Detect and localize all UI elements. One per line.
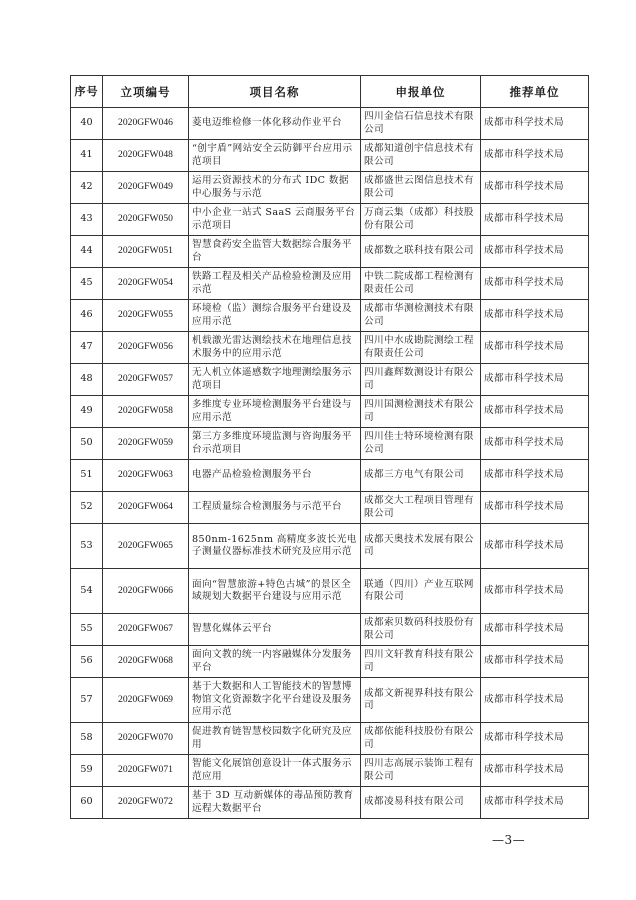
table-row	[71, 646, 589, 678]
row-recommender: 成都市科学技术局	[481, 723, 589, 755]
row-recommender: 成都市科学技术局	[481, 140, 589, 172]
table-row	[71, 108, 589, 140]
row-project-name: 铁路工程及相关产品检验检测及应用示范	[189, 268, 361, 300]
row-seq: 46	[71, 300, 103, 332]
row-code: 2020GFW050	[103, 204, 189, 236]
row-code: 2020GFW063	[103, 460, 189, 492]
row-applicant-unit: 四川佳士特环境检测有限公司	[361, 428, 481, 460]
row-recommender: 成都市科学技术局	[481, 755, 589, 787]
row-recommender: 成都市科学技术局	[481, 204, 589, 236]
row-code: 2020GFW070	[103, 723, 189, 755]
row-code: 2020GFW057	[103, 364, 189, 396]
row-seq: 50	[71, 428, 103, 460]
row-seq: 45	[71, 268, 103, 300]
row-recommender: 成都市科学技术局	[481, 172, 589, 204]
row-applicant-unit: 成都索贝数码科技股份有限公司	[361, 614, 481, 646]
row-seq: 53	[71, 524, 103, 569]
table-row	[71, 396, 589, 428]
row-seq: 58	[71, 723, 103, 755]
row-code: 2020GFW054	[103, 268, 189, 300]
table-row	[71, 460, 589, 492]
row-project-name: 基于 3D 互动新媒体的毒品预防教育远程大数据平台	[189, 787, 361, 819]
row-project-name: 工程质量综合检测服务与示范平台	[189, 492, 361, 524]
row-project-name: 电器产品检验检测服务平台	[189, 460, 361, 492]
row-seq: 56	[71, 646, 103, 678]
header-name: 项目名称	[189, 76, 361, 108]
row-code: 2020GFW068	[103, 646, 189, 678]
project-table	[70, 75, 589, 819]
row-applicant-unit: 万商云集（成都）科技股份有限公司	[361, 204, 481, 236]
row-code: 2020GFW066	[103, 569, 189, 614]
table-row	[71, 236, 589, 268]
row-code: 2020GFW055	[103, 300, 189, 332]
row-seq: 44	[71, 236, 103, 268]
row-recommender: 成都市科学技术局	[481, 428, 589, 460]
header-row	[71, 76, 589, 108]
row-seq: 57	[71, 678, 103, 723]
row-recommender: 成都市科学技术局	[481, 614, 589, 646]
table-body	[71, 108, 589, 819]
row-project-name: 智能文化展馆创意设计一体式服务示范应用	[189, 755, 361, 787]
row-applicant-unit: 成都天奥技术发展有限公司	[361, 524, 481, 569]
header-recommender: 推荐单位	[481, 76, 589, 108]
row-recommender: 成都市科学技术局	[481, 236, 589, 268]
row-project-name: 面向“智慧旅游+特色古城”的景区全域规划大数据平台建设与应用示范	[189, 569, 361, 614]
row-recommender: 成都市科学技术局	[481, 787, 589, 819]
table-row	[71, 569, 589, 614]
row-code: 2020GFW051	[103, 236, 189, 268]
table-row	[71, 268, 589, 300]
row-seq: 52	[71, 492, 103, 524]
row-seq: 47	[71, 332, 103, 364]
header-code: 立项编号	[103, 76, 189, 108]
row-applicant-unit: 四川鑫辉数测设计有限公司	[361, 364, 481, 396]
row-code: 2020GFW065	[103, 524, 189, 569]
row-recommender: 成都市科学技术局	[481, 300, 589, 332]
row-applicant-unit: 联通（四川）产业互联网有限公司	[361, 569, 481, 614]
row-project-name: 运用云资源技术的分布式 IDC 数据中心服务与示范	[189, 172, 361, 204]
row-seq: 54	[71, 569, 103, 614]
page-number: —3—	[492, 833, 526, 847]
table-row	[71, 332, 589, 364]
row-applicant-unit: 四川国测检测技术有限公司	[361, 396, 481, 428]
row-seq: 42	[71, 172, 103, 204]
row-applicant-unit: 成都盛世云图信息技术有限公司	[361, 172, 481, 204]
table-row	[71, 492, 589, 524]
row-project-name: 第三方多维度环境监测与咨询服务平台示范项目	[189, 428, 361, 460]
row-recommender: 成都市科学技术局	[481, 524, 589, 569]
row-project-name: 中小企业一站式 SaaS 云商服务平台示范项目	[189, 204, 361, 236]
row-project-name: 智慧食药安全监管大数据综合服务平台	[189, 236, 361, 268]
row-applicant-unit: 成都文新视界科技有限公司	[361, 678, 481, 723]
table-row	[71, 172, 589, 204]
row-code: 2020GFW072	[103, 787, 189, 819]
row-project-name: 850nm-1625nm 高精度多波长光电子测量仪器标准技术研究及应用示范	[189, 524, 361, 569]
row-code: 2020GFW067	[103, 614, 189, 646]
row-code: 2020GFW069	[103, 678, 189, 723]
table-row	[71, 364, 589, 396]
row-seq: 48	[71, 364, 103, 396]
row-seq: 60	[71, 787, 103, 819]
row-applicant-unit: 成都市华测检测技术有限公司	[361, 300, 481, 332]
row-code: 2020GFW071	[103, 755, 189, 787]
row-code: 2020GFW049	[103, 172, 189, 204]
row-applicant-unit: 成都知道创宇信息技术有限公司	[361, 140, 481, 172]
row-applicant-unit: 成都三方电气有限公司	[361, 460, 481, 492]
row-seq: 59	[71, 755, 103, 787]
row-applicant-unit: 四川文轩教育科技有限公司	[361, 646, 481, 678]
row-recommender: 成都市科学技术局	[481, 108, 589, 140]
row-recommender: 成都市科学技术局	[481, 492, 589, 524]
table-row	[71, 678, 589, 723]
row-recommender: 成都市科学技术局	[481, 332, 589, 364]
table-row	[71, 755, 589, 787]
row-applicant-unit: 中铁二院成都工程检测有限责任公司	[361, 268, 481, 300]
row-project-name: 基于大数据和人工智能技术的智慧博物馆文化资源数字化平台建设及服务应用示范	[189, 678, 361, 723]
row-applicant-unit: 四川中水成勘院测绘工程有限责任公司	[361, 332, 481, 364]
header-seq: 序号	[71, 76, 103, 108]
table-row	[71, 524, 589, 569]
row-project-name: 促进教育链智慧校园数字化研究及应用	[189, 723, 361, 755]
row-project-name: 智慧化媒体云平台	[189, 614, 361, 646]
row-code: 2020GFW056	[103, 332, 189, 364]
row-project-name: 面向文教的统一内容融媒体分发服务平台	[189, 646, 361, 678]
row-seq: 55	[71, 614, 103, 646]
row-code: 2020GFW046	[103, 108, 189, 140]
row-project-name: 菱电迈维检修一体化移动作业平台	[189, 108, 361, 140]
header-unit: 申报单位	[361, 76, 481, 108]
table-row	[71, 428, 589, 460]
row-project-name: 无人机立体遥感数字地理测绘服务示范项目	[189, 364, 361, 396]
row-applicant-unit: 成都交大工程项目管理有限公司	[361, 492, 481, 524]
table-row	[71, 723, 589, 755]
row-seq: 43	[71, 204, 103, 236]
row-recommender: 成都市科学技术局	[481, 364, 589, 396]
row-seq: 40	[71, 108, 103, 140]
table-row	[71, 614, 589, 646]
row-project-name: “创宇盾”网站安全云防御平台应用示范项目	[189, 140, 361, 172]
row-applicant-unit: 成都数之联科技有限公司	[361, 236, 481, 268]
row-recommender: 成都市科学技术局	[481, 569, 589, 614]
table-row	[71, 140, 589, 172]
row-recommender: 成都市科学技术局	[481, 396, 589, 428]
row-seq: 41	[71, 140, 103, 172]
row-seq: 49	[71, 396, 103, 428]
row-applicant-unit: 四川志高展示装饰工程有限公司	[361, 755, 481, 787]
table-row	[71, 300, 589, 332]
row-project-name: 多维度专业环境检测服务平台建设与应用示范	[189, 396, 361, 428]
row-recommender: 成都市科学技术局	[481, 678, 589, 723]
row-code: 2020GFW058	[103, 396, 189, 428]
row-code: 2020GFW048	[103, 140, 189, 172]
row-code: 2020GFW059	[103, 428, 189, 460]
table-row	[71, 204, 589, 236]
row-seq: 51	[71, 460, 103, 492]
row-applicant-unit: 成都凌易科技有限公司	[361, 787, 481, 819]
table-row	[71, 787, 589, 819]
row-applicant-unit: 四川金信石信息技术有限公司	[361, 108, 481, 140]
row-applicant-unit: 成都依能科技股份有限公司	[361, 723, 481, 755]
row-project-name: 环境检（监）测综合服务平台建设及应用示范	[189, 300, 361, 332]
row-project-name: 机载激光雷达测绘技术在地理信息技术服务中的应用示范	[189, 332, 361, 364]
row-recommender: 成都市科学技术局	[481, 646, 589, 678]
row-code: 2020GFW064	[103, 492, 189, 524]
row-recommender: 成都市科学技术局	[481, 268, 589, 300]
row-recommender: 成都市科学技术局	[481, 460, 589, 492]
